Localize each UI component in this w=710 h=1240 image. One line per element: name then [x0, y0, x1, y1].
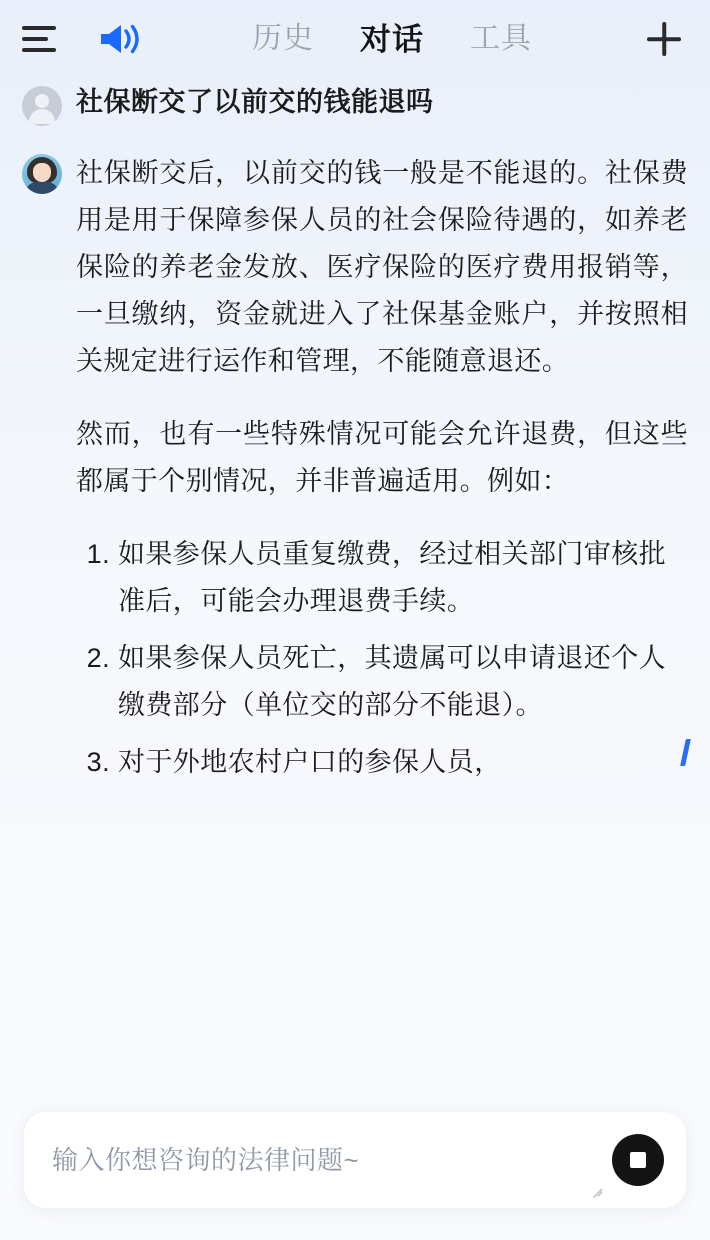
- tab-bar: [144, 21, 640, 57]
- menu-line-2: [22, 37, 48, 41]
- assistant-answer-body: [76, 150, 688, 796]
- avatar-face: [33, 163, 51, 182]
- user-avatar-icon: [22, 86, 62, 126]
- list-item-number: 2.: [86, 643, 110, 673]
- streaming-caret-icon: [680, 739, 691, 766]
- avatar-shoulders: [25, 182, 59, 194]
- answer-ordered-list: [76, 531, 688, 786]
- assistant-avatar-icon: [22, 154, 62, 194]
- list-item-text: 如果参保人员死亡，其遗属可以申请退还个人缴费部分（单位交的部分不能退）。: [118, 643, 666, 720]
- list-item-text: 如果参保人员重复缴费，经过相关部门审核批准后，可能会办理退费手续。: [118, 539, 666, 616]
- tab-history[interactable]: 历史: [252, 22, 314, 55]
- list-item: [76, 739, 688, 786]
- avatar-body: [29, 109, 55, 124]
- tab-chat[interactable]: 对话: [360, 21, 424, 57]
- message-input[interactable]: [50, 1144, 588, 1177]
- menu-line-3: [22, 48, 56, 52]
- stop-generation-button[interactable]: [612, 1134, 664, 1186]
- list-item-text: 对于外地农村户口的参保人员，: [118, 747, 502, 777]
- answer-paragraph: 社保断交后，以前交的钱一般是不能退的。社保费用是用于保障参保人员的社会保险待遇的，如养老保险的养老金发放、医疗保险的医疗费用报销等，一旦缴纳，资金就进入了社保基金账户，并按照相关规定进行运作和管理，不能随意退还。: [76, 158, 688, 376]
- list-item: [76, 531, 688, 625]
- plus-icon[interactable]: [640, 15, 688, 63]
- top-bar: [0, 0, 710, 78]
- hamburger-menu-icon[interactable]: [22, 17, 66, 61]
- answer-paragraph: 然而，也有一些特殊情况可能会允许退费，但这些都属于个别情况，并非普遍适用。例如：: [76, 419, 688, 496]
- tab-tools[interactable]: 工具: [470, 22, 532, 55]
- stop-square-icon: [630, 1152, 646, 1168]
- list-item-number: 1.: [86, 539, 110, 569]
- speaker-on-icon[interactable]: [94, 17, 144, 61]
- user-question-text: 社保断交了以前交的钱能退吗: [76, 87, 434, 117]
- menu-line-1: [22, 26, 56, 30]
- conversation-area: [0, 78, 710, 796]
- user-message: [22, 78, 688, 126]
- avatar-head: [35, 94, 49, 108]
- assistant-message: [22, 150, 688, 796]
- list-item-number: 3.: [86, 747, 110, 777]
- list-item: [76, 635, 688, 729]
- message-input-bar[interactable]: [24, 1112, 686, 1208]
- resize-grip-icon[interactable]: [588, 1178, 602, 1192]
